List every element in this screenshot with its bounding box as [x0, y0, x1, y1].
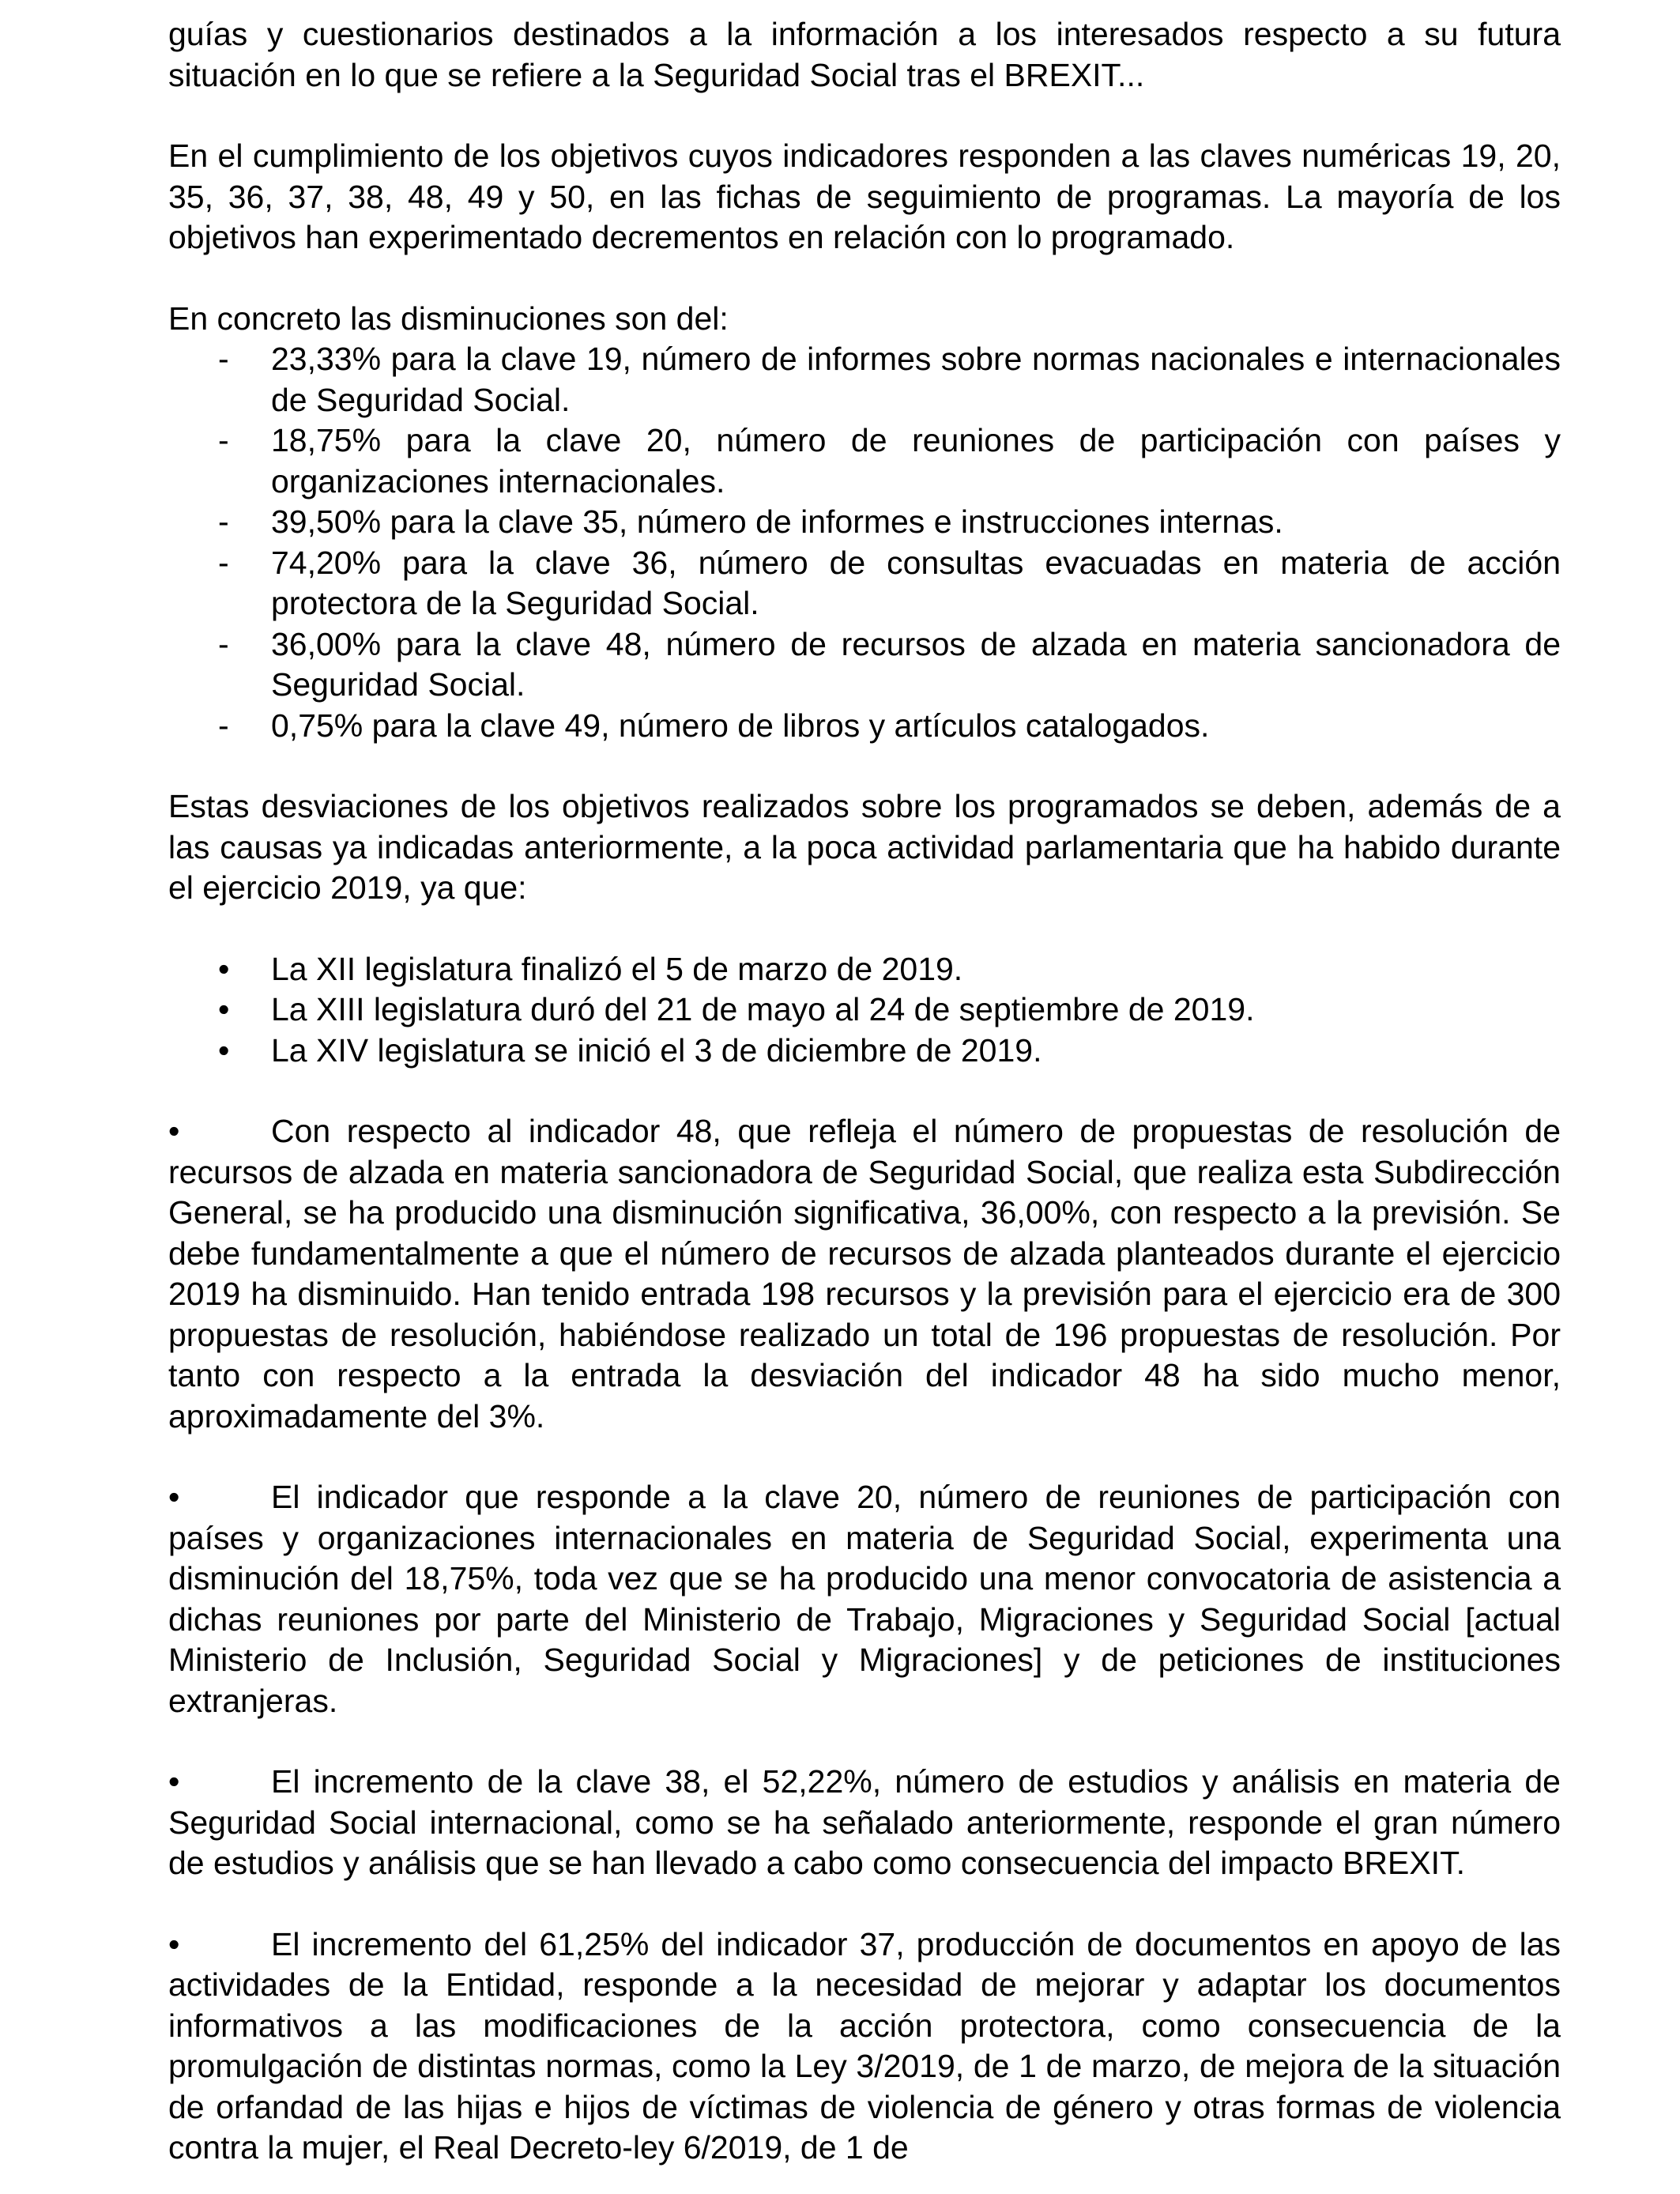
- bullet-marker: •: [168, 1925, 180, 1962]
- indicator-20-paragraph: [168, 1477, 1561, 1721]
- list-item: [168, 706, 1561, 747]
- spacer: [168, 746, 1561, 786]
- list-item-text: 74,20% para la clave 36, número de consultas evacuadas en materia de acción protectora de la Seguridad Social.: [271, 544, 1561, 621]
- decreases-list: [168, 339, 1561, 746]
- dash-marker: -: [218, 707, 229, 744]
- objectives-paragraph: En el cumplimiento de los objetivos cuyos indicadores responden a las claves numéricas 19, 20, 35, 36, 37, 38, 48, 49 y 50, en las fichas de seguimiento de programas. La mayoría de los objetivos han experimentado decrementos en relación con lo programado.: [168, 138, 1561, 255]
- bullet-marker: •: [168, 1479, 180, 1515]
- legislatures-list: [168, 949, 1561, 1072]
- list-item-text: 23,33% para la clave 19, número de informes sobre normas nacionales e internacionales de Seguridad Social.: [271, 341, 1561, 418]
- list-item: [168, 339, 1561, 420]
- bullet-marker: •: [218, 950, 230, 987]
- dash-marker: -: [218, 503, 229, 540]
- spacer: [168, 1721, 1561, 1762]
- indicator-48-paragraph: [168, 1111, 1561, 1437]
- list-item: [168, 949, 1561, 990]
- list-item: [168, 624, 1561, 706]
- list-item-text: 18,75% para la clave 20, número de reuniones de participación con países y organizaciones internacionales.: [271, 422, 1561, 499]
- spacer: [168, 1884, 1561, 1924]
- list-item-text: La XII legislatura finalizó el 5 de marzo de 2019.: [271, 950, 963, 987]
- intro-paragraph: guías y cuestionarios destinados a la información a los interesados respecto a su futura situación en lo que se refiere a la Seguridad Social tras el BREXIT...: [168, 16, 1561, 93]
- paragraph-text: El incremento del 61,25% del indicador 37, producción de documentos en apoyo de las actividades de la Entidad, responde a la necesidad de mejorar y adaptar los documentos informativos a las modificaciones de la acción protectora, como consecuencia de la promulgación de distintas normas, como la Ley 3/2019, de 1 de marzo, de mejora de la situación de orfandad de las hijas e hijos de víctimas de violencia de género y otras formas de violencia contra la mujer, el Real Decreto-ley 6/2019, de 1 de: [168, 1925, 1561, 2166]
- bullet-marker: •: [218, 991, 230, 1027]
- spacer: [168, 909, 1561, 949]
- indicator-37-paragraph: [168, 1924, 1561, 2169]
- dash-marker: -: [218, 341, 229, 377]
- bullet-marker: •: [168, 1763, 180, 1800]
- list-item: [168, 502, 1561, 543]
- dash-marker: -: [218, 544, 229, 581]
- bullet-marker: •: [168, 1113, 180, 1149]
- list-item: [168, 1031, 1561, 1072]
- indicator-38-paragraph: [168, 1762, 1561, 1884]
- paragraph-text: Con respecto al indicador 48, que refleja el número de propuestas de resolución de recursos de alzada en materia sancionadora de Seguridad Social, que realiza esta Subdirección General, se ha producido una disminución significativa, 36,00%, con respecto a la previsión. Se debe fundamentalmente a que el número de recursos de alzada planteados durante el ejercicio 2019 ha disminuido. Han tenido entrada 198 recursos y la previsión para el ejercicio era de 300 propuestas de resolución, habiéndose realizado un total de 196 propuestas de resolución. Por tanto con respecto a la entrada la desviación del indicador 48 ha sido mucho menor, aproximadamente del 3%.: [168, 1113, 1561, 1434]
- list-item: [168, 543, 1561, 624]
- deviations-paragraph: Estas desviaciones de los objetivos realizados sobre los programados se deben, además de a las causas ya indicadas anteriormente, a la poca actividad parlamentaria que ha habido durante el ejercicio 2019, ya que:: [168, 788, 1561, 906]
- list-item-text: 36,00% para la clave 48, número de recursos de alzada en materia sancionadora de Seguridad Social.: [271, 625, 1561, 703]
- list-item-text: La XIV legislatura se inició el 3 de diciembre de 2019.: [271, 1031, 1042, 1069]
- decreases-intro: En concreto las disminuciones son del:: [168, 300, 729, 337]
- list-item-text: 0,75% para la clave 49, número de libros y artículos catalogados.: [271, 707, 1210, 744]
- list-item-text: La XIII legislatura duró del 21 de mayo al 24 de septiembre de 2019.: [271, 991, 1255, 1027]
- list-item: [168, 420, 1561, 502]
- list-item: [168, 990, 1561, 1031]
- paragraph-text: El indicador que responde a la clave 20, número de reuniones de participación con países y organizaciones internacionales en materia de Seguridad Social, experimenta una disminución del 18,75%, toda vez que se ha producido una menor convocatoria de asistencia a dichas reuniones por parte del Ministerio de Trabajo, Migraciones y Seguridad Social [actual Ministerio de Inclusión, Seguridad Social y Migraciones] y de peticiones de instituciones extranjeras.: [168, 1479, 1561, 1719]
- spacer: [168, 96, 1561, 136]
- bullet-marker: •: [218, 1031, 230, 1069]
- spacer: [168, 1437, 1561, 1477]
- paragraph-text: El incremento de la clave 38, el 52,22%, número de estudios y análisis en materia de Seguridad Social internacional, como se ha señalado anteriormente, responde el gran número de estudios y análisis que se han llevado a cabo como consecuencia del impacto BREXIT.: [168, 1763, 1561, 1881]
- dash-marker: -: [218, 625, 229, 662]
- spacer: [168, 1071, 1561, 1111]
- spacer: [168, 258, 1561, 299]
- list-item-text: 39,50% para la clave 35, número de informes e instrucciones internas.: [271, 503, 1283, 540]
- document-page: [168, 14, 1561, 2169]
- dash-marker: -: [218, 422, 229, 458]
